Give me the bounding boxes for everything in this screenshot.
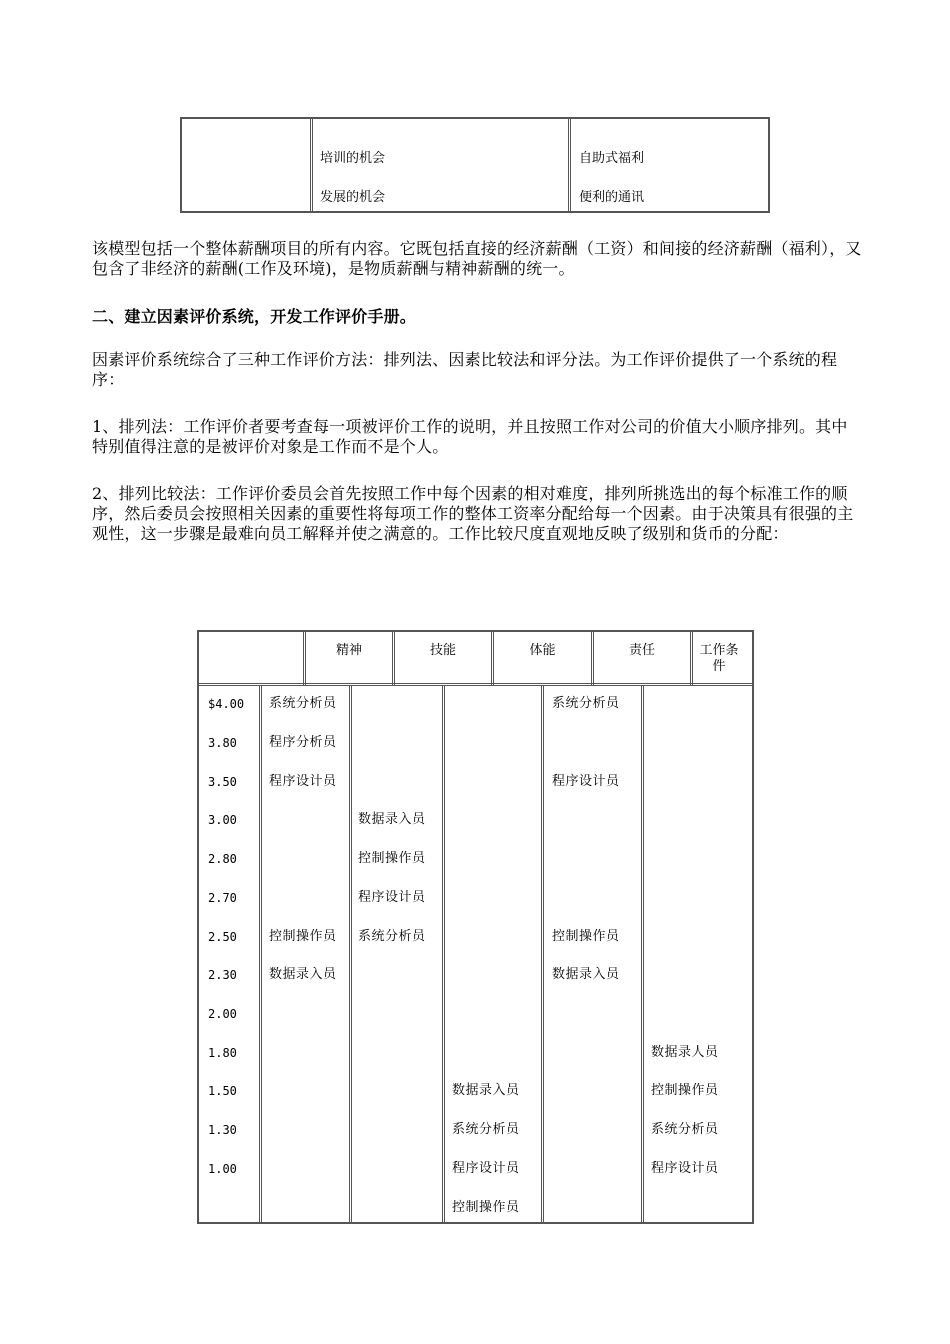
rate-label: 1.00: [208, 1162, 237, 1176]
rate-label: 3.50: [208, 775, 237, 789]
job-entry: 数据录入员: [552, 967, 620, 982]
job-entry: 系统分析员: [269, 696, 337, 711]
column-divider: [442, 685, 445, 1222]
rate-label: 2.70: [208, 891, 237, 905]
column-divider: [349, 685, 352, 1222]
table-cell: 发展的机会: [320, 190, 386, 205]
rate-label: 3.80: [208, 736, 237, 750]
rate-label: 2.80: [208, 852, 237, 866]
rate-label: 1.50: [208, 1084, 237, 1098]
job-entry: 系统分析员: [651, 1122, 719, 1137]
rate-label: 2.30: [208, 968, 237, 982]
job-entry: 控制操作员: [269, 929, 337, 944]
header-conditions: 工作条件: [699, 643, 739, 674]
job-entry: 程序设计员: [269, 774, 337, 789]
job-entry: 程序分析员: [269, 735, 337, 750]
table-cell: 培训的机会: [320, 151, 386, 166]
header-skill: 技能: [429, 643, 456, 658]
rate-label: 2.50: [208, 930, 237, 944]
header-physical: 体能: [529, 643, 556, 658]
rate-label: 1.80: [208, 1046, 237, 1060]
job-entry: 程序设计员: [552, 774, 620, 789]
paragraph-factor-system: 因素评价系统综合了三种工作评价方法：排列法、因素比较法和评分法。为工作评价提供了一个系统的程序：: [92, 350, 838, 389]
table-cell: 便利的通讯: [579, 190, 645, 205]
job-entry: 数据录入员: [269, 967, 337, 982]
section-heading: 二、建立因素评价系统，开发工作评价手册。: [92, 307, 417, 326]
column-divider: [259, 685, 262, 1222]
paragraph-ranking-method: 1、排列法：工作评价者要考查每一项被评价工作的说明，并且按照工作对公司的价值大小顺序排列。其中特别值得注意的是被评价对象是工作而不是个人。: [92, 417, 848, 456]
rate-label: 2.00: [208, 1007, 237, 1021]
job-entry: 程序设计员: [452, 1161, 520, 1176]
job-entry: 系统分析员: [552, 696, 620, 711]
job-entry: 控制操作员: [452, 1200, 520, 1215]
job-entry: 程序设计员: [358, 890, 426, 905]
paragraph-model-description: 该模型包括一个整体薪酬项目的所有内容。它既包括直接的经济薪酬（工资）和间接的经济薪酬（福利），又包含了非经济的薪酬(工作及环境)，是物质薪酬与精神薪酬的统一。: [92, 239, 862, 278]
header-mental: 精神: [335, 643, 362, 658]
benefits-table: [180, 117, 770, 213]
header-divider: [690, 632, 693, 685]
table-divider: [310, 119, 313, 211]
job-entry: 数据录入员: [358, 812, 426, 827]
job-entry: 程序设计员: [651, 1161, 719, 1176]
header-separator: [199, 683, 752, 686]
job-entry: 控制操作员: [651, 1083, 719, 1098]
rate-label: $4.00: [208, 697, 245, 711]
table-cell: 自助式福利: [579, 151, 645, 166]
rate-label: 3.00: [208, 813, 237, 827]
column-divider: [541, 685, 544, 1222]
job-entry: 控制操作员: [552, 929, 620, 944]
header-responsibility: 责任: [628, 643, 655, 658]
table-divider: [568, 119, 571, 211]
column-divider: [641, 685, 644, 1222]
job-entry: 数据录入员: [452, 1083, 520, 1098]
job-entry: 控制操作员: [358, 851, 426, 866]
job-comparison-table: [197, 630, 754, 1224]
rate-label: 1.30: [208, 1123, 237, 1137]
job-entry: 系统分析员: [452, 1122, 520, 1137]
job-entry: 数据录人员: [651, 1045, 719, 1060]
paragraph-comparison-method: 2、排列比较法：工作评价委员会首先按照工作中每个因素的相对难度，排列所挑选出的每个标准工作的顺序，然后委员会按照相关因素的重要性将每项工作的整体工资率分配给每一个因素。由于决策具有很强的主观性，这一步骤是最难向员工解释并使之满意的。工作比较尺度直观地反映了级别和货币的分配：: [92, 484, 854, 543]
job-entry: 系统分析员: [358, 929, 426, 944]
